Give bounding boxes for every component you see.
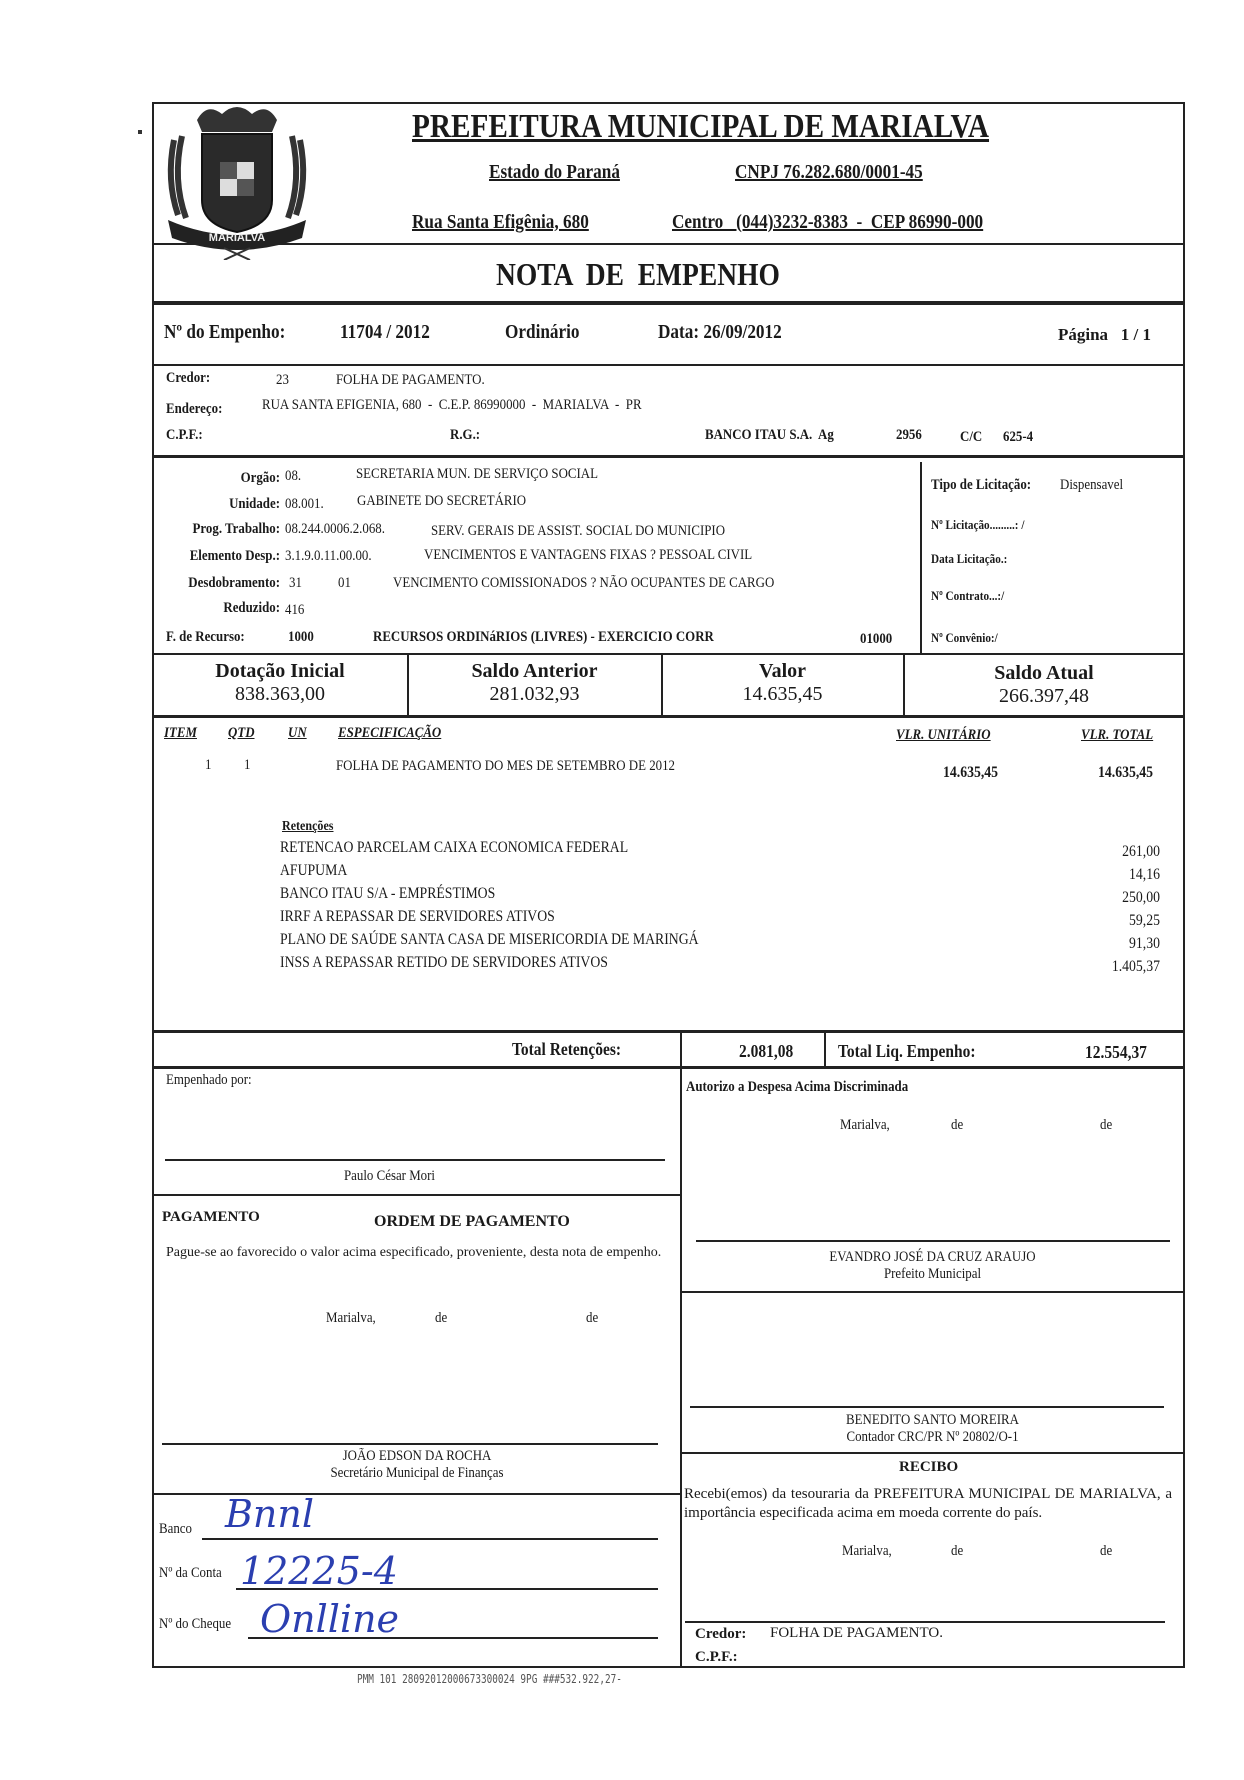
balance-label: Dotação Inicial — [215, 660, 345, 682]
empenho-type: Ordinário — [505, 321, 580, 343]
retencao-desc: INSS A REPASSAR RETIDO DE SERVIDORES ATIVOS — [280, 954, 608, 971]
retencoes-list — [280, 838, 1160, 976]
total-retencoes-value: 2.081,08 — [739, 1041, 794, 1061]
desdobramento-code1: 31 — [289, 575, 302, 591]
cnpj-label: CNPJ 76.282.680/0001-45 — [735, 161, 923, 183]
contador-signature-block — [682, 1412, 1183, 1446]
bank-name: BANCO ITAU S.A. Ag — [705, 427, 834, 443]
divider — [680, 1030, 682, 1668]
pagamento-place: Marialva, — [326, 1310, 376, 1326]
list-item — [280, 884, 1160, 907]
signature-line — [165, 1159, 665, 1161]
prog-label: Prog. Trabalho: — [192, 521, 280, 537]
total-liquido-label: Total Liq. Empenho: — [838, 1041, 976, 1061]
svg-text:MARIALVA: MARIALVA — [208, 232, 266, 244]
cheque-label: Nº do Cheque — [159, 1616, 232, 1632]
list-item — [280, 953, 1160, 976]
secretario-name: JOÃO EDSON DA ROCHA — [342, 1448, 492, 1464]
retencao-desc: IRRF A REPASSAR DE SERVIDORES ATIVOS — [280, 908, 555, 925]
district-phone-cep: Centro (044)3232-8383 - CEP 86990-000 — [672, 211, 984, 233]
footer-stamp: PMM 101 28092012000673300024 9PG ###532.922,27- — [357, 1672, 622, 1686]
prefeito-role: Prefeito Municipal — [883, 1266, 982, 1282]
divider — [152, 243, 1185, 245]
list-item — [280, 861, 1160, 884]
divider — [680, 1291, 1185, 1293]
cc-label: C/C — [960, 429, 983, 445]
orgao-value: SECRETARIA MUN. DE SERVIÇO SOCIAL — [356, 466, 598, 482]
endereco-value: RUA SANTA EFIGENIA, 680 - C.E.P. 86990000 - MARIALVA - PR — [262, 397, 642, 413]
empenhado-name: Paulo César Mori — [344, 1168, 436, 1184]
prog-value: SERV. GERAIS DE ASSIST. SOCIAL DO MUNICIPIO — [431, 523, 726, 539]
banco-handwritten: Bnnl — [225, 1492, 315, 1536]
licitacao-tipo: Dispensavel — [1060, 477, 1124, 493]
col-header-un: UN — [288, 725, 307, 741]
retencao-value: 91,30 — [1129, 935, 1160, 952]
orgao-label: Orgão: — [240, 470, 280, 486]
retencao-desc: BANCO ITAU S/A - EMPRÉSTIMOS — [280, 885, 496, 902]
pagamento-de2: de — [586, 1310, 599, 1326]
autorizo-de1: de — [951, 1117, 964, 1133]
cheque-handwritten: Onlline — [260, 1597, 400, 1641]
divider — [152, 1194, 680, 1196]
divider — [152, 1030, 1185, 1033]
pagamento-text: Pague-se ao favorecido o valor acima especificado, proveniente, desta nota de empenho. — [166, 1245, 662, 1260]
pagamento-de1: de — [435, 1310, 448, 1326]
recibo-place: Marialva, — [842, 1543, 892, 1559]
contador-role: Contador CRC/PR Nº 20802/O-1 — [846, 1429, 1019, 1445]
item-total-value: 14.635,45 — [1098, 764, 1154, 781]
recurso-label: F. de Recurso: — [166, 629, 245, 645]
unidade-label: Unidade: — [229, 496, 280, 512]
conta-label: Nº da Conta — [159, 1565, 222, 1581]
cc-value: 625-4 — [1003, 429, 1034, 445]
ordem-pagamento-title: ORDEM DE PAGAMENTO — [374, 1213, 570, 1230]
retencoes-title: Retenções — [282, 819, 334, 834]
recibo-text: Recebi(emos) da tesouraria da PREFEITURA MUNICIPAL DE MARIALVA, a importância especificada acima em moeda corrente do país. — [684, 1486, 1172, 1521]
autorizo-de2: de — [1100, 1117, 1113, 1133]
credor-name: FOLHA DE PAGAMENTO. — [336, 372, 485, 388]
retencao-value: 250,00 — [1122, 889, 1160, 906]
retencao-value: 14,16 — [1129, 866, 1160, 883]
col-header-spec: ESPECIFICAÇÃO — [338, 725, 442, 741]
balance-value: 266.397,48 — [999, 685, 1089, 707]
document-title: NOTA DE EMPENHO — [496, 256, 780, 292]
elemento-code: 3.1.9.0.11.00.00. — [285, 548, 372, 564]
divider — [152, 715, 1185, 718]
balance-value: 281.032,93 — [489, 683, 580, 705]
item-number: 1 — [205, 757, 212, 773]
pagamento-label: PAGAMENTO — [162, 1209, 260, 1225]
retencao-desc: RETENCAO PARCELAM CAIXA ECONOMICA FEDERAL — [280, 839, 629, 856]
empenho-date: Data: 26/09/2012 — [658, 321, 782, 343]
unidade-code: 08.001. — [285, 496, 324, 512]
cpf-label: C.P.F.: — [166, 427, 203, 443]
bank-agency: 2956 — [896, 427, 922, 443]
orgao-code: 08. — [285, 468, 302, 484]
divider — [920, 462, 922, 654]
retencao-value: 1.405,37 — [1111, 958, 1160, 975]
balance-label: Saldo Anterior — [471, 660, 598, 682]
col-header-item: ITEM — [164, 725, 197, 741]
secretario-role: Secretário Municipal de Finanças — [330, 1465, 504, 1481]
recurso-code: 1000 — [288, 629, 314, 645]
elemento-value: VENCIMENTOS E VANTAGENS FIXAS ? PESSOAL CIVIL — [424, 547, 753, 563]
divider — [152, 653, 1185, 655]
recibo-cpf-label: C.P.F.: — [695, 1649, 738, 1665]
recurso-value: RECURSOS ORDINáRIOS (LIVRES) - EXERCICIO CORR — [373, 629, 714, 645]
autorizo-place: Marialva, — [840, 1117, 890, 1133]
scan-mark — [138, 130, 142, 134]
empenhado-por-label: Empenhado por: — [166, 1072, 252, 1088]
contador-name: BENEDITO SANTO MOREIRA — [846, 1412, 1019, 1428]
divider — [680, 1452, 1185, 1454]
credor-label: Credor: — [166, 370, 211, 386]
recibo-credor-value: FOLHA DE PAGAMENTO. — [770, 1625, 943, 1641]
desdobramento-value: VENCIMENTO COMISSIONADOS ? NÃO OCUPANTES DE CARGO — [393, 575, 775, 591]
licitacao-tipo-label: Tipo de Licitação: — [931, 477, 1032, 493]
empenho-number-label: Nº do Empenho: — [164, 321, 286, 343]
credor-code: 23 — [276, 372, 289, 388]
retencao-desc: AFUPUMA — [280, 862, 348, 879]
banco-field-line[interactable] — [202, 1538, 658, 1540]
item-spec: FOLHA DE PAGAMENTO DO MES DE SETEMBRO DE 2012 — [336, 758, 676, 774]
balance-label: Saldo Atual — [994, 662, 1094, 684]
desdobramento-code2: 01 — [338, 575, 351, 591]
col-header-total-value: VLR. TOTAL — [1081, 727, 1154, 743]
recibo-title: RECIBO — [899, 1459, 959, 1475]
signature-line — [162, 1443, 658, 1445]
divider — [152, 455, 1185, 458]
licitacao-numero: Nº Licitação.........: / — [931, 517, 1025, 532]
reduzido-label: Reduzido: — [223, 600, 280, 616]
elemento-label: Elemento Desp.: — [189, 548, 280, 564]
recibo-de2: de — [1100, 1543, 1113, 1559]
prefeito-name: EVANDRO JOSÉ DA CRUZ ARAUJO — [829, 1249, 1036, 1265]
rg-label: R.G.: — [450, 427, 481, 443]
balance-saldo-atual — [905, 662, 1183, 708]
divider — [152, 301, 1185, 305]
address-label: Rua Santa Efigênia, 680 — [412, 211, 589, 233]
total-liquido-value: 12.554,37 — [1085, 1042, 1147, 1062]
retencao-desc: PLANO DE SAÚDE SANTA CASA DE MISERICORDIA DE MARINGÁ — [280, 931, 699, 948]
divider — [152, 1066, 1185, 1069]
signature-line — [696, 1240, 1170, 1242]
desdobramento-label: Desdobramento: — [188, 575, 280, 591]
signature-line — [690, 1406, 1164, 1408]
signature-line — [685, 1621, 1165, 1623]
coat-of-arms-icon — [162, 100, 312, 260]
autorizo-label: Autorizo a Despesa Acima Discriminada — [686, 1079, 909, 1095]
total-retencoes-label: Total Retenções: — [512, 1039, 622, 1059]
municipality-title: PREFEITURA MUNICIPAL DE MARIALVA — [412, 108, 990, 145]
divider — [824, 1030, 826, 1066]
licitacao-data: Data Licitação.: — [931, 551, 1008, 566]
balance-value: 838.363,00 — [235, 683, 325, 705]
banco-label: Banco — [159, 1521, 192, 1537]
endereco-label: Endereço: — [166, 401, 223, 417]
balance-label: Valor — [758, 660, 807, 682]
col-header-unit-value: VLR. UNITÁRIO — [896, 727, 991, 743]
reduzido-value: 416 — [285, 602, 305, 618]
retencao-value: 261,00 — [1122, 843, 1160, 860]
list-item — [280, 907, 1160, 930]
col-header-qtd: QTD — [228, 725, 255, 741]
state-label: Estado do Paraná — [489, 161, 620, 183]
licitacao-convenio: Nº Convênio:/ — [931, 630, 998, 645]
list-item — [280, 838, 1160, 861]
unidade-value: GABINETE DO SECRETÁRIO — [357, 493, 527, 509]
conta-handwritten: 12225-4 — [240, 1549, 398, 1593]
prog-code: 08.244.0006.2.068. — [285, 521, 385, 537]
prefeito-signature-block — [682, 1249, 1183, 1283]
list-item — [280, 930, 1160, 953]
recibo-de1: de — [951, 1543, 964, 1559]
balance-value: 14.635,45 — [742, 683, 823, 705]
empenho-number: 11704 / 2012 — [340, 321, 430, 343]
item-qtd: 1 — [244, 757, 251, 773]
recurso-code2: 01000 — [860, 631, 893, 647]
balance-saldo-anterior — [409, 660, 660, 706]
secretario-signature-block — [154, 1448, 680, 1482]
divider — [152, 364, 1185, 366]
recibo-credor-label: Credor: — [695, 1626, 747, 1642]
balance-valor — [663, 660, 902, 706]
licitacao-contrato: Nº Contrato...:/ — [931, 588, 1005, 603]
item-unit-value: 14.635,45 — [943, 764, 999, 781]
balance-dotacao — [154, 660, 406, 706]
page-indicator: Página 1 / 1 — [1058, 325, 1152, 344]
retencao-value: 59,25 — [1129, 912, 1160, 929]
